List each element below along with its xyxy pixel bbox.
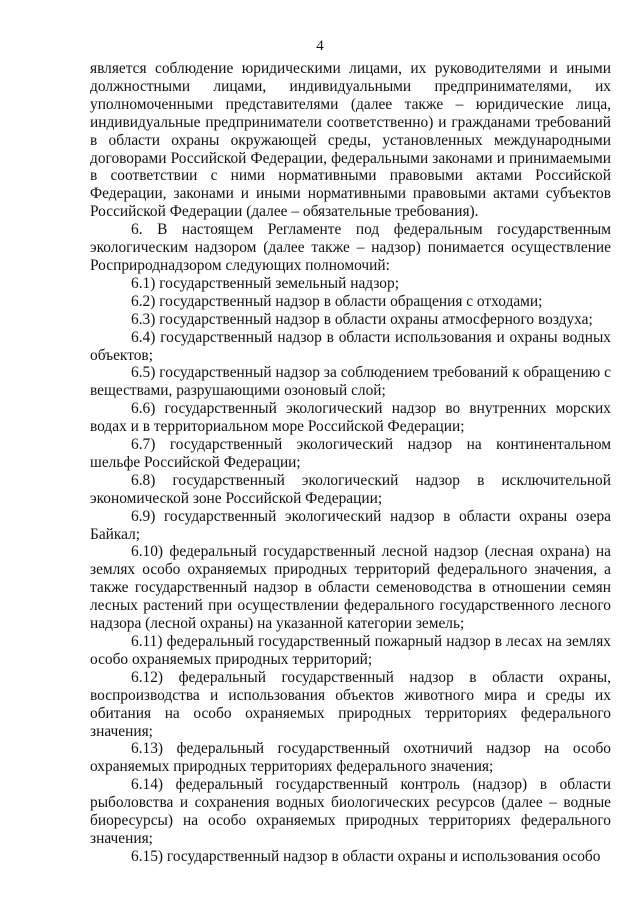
list-item-6-7: 6.7) государственный экологический надзор на континентальном шельфе Российской Федерации; [90,436,611,471]
list-item-6-12: 6.12) федеральный государственный надзор в области охраны, воспроизводства и использования объектов животного мира и среды их обитания на особо охраняемых природных территориях федерального значения; [90,668,611,740]
page-number: 4 [316,38,324,54]
list-item-6-15: 6.15) государственный надзор в области охраны и использования особо [131,847,601,865]
paragraph-intro: является соблюдение юридическими лицами, их руководителями и иными должностными лицами, индивидуальными предпринимателями, их уполномоченными представителями (далее также – юридические лица, индивидуальные предприниматели соответственно) и гражданами требований в области охраны окружающей среды, установленных международными договорами Российской Федерации, федеральными законами и принимаемыми в соответствии с ними нормативными правовыми актами Российской Федерации, законами и иными нормативными правовыми актами субъектов Российской Федерации (далее – обязательные требования). [90,60,611,221]
list-item-6-1: 6.1) государственный земельный надзор; [131,274,399,292]
list-item-6-8: 6.8) государственный экологический надзор в исключительной экономической зоне Российской Федерации; [90,471,611,507]
paragraph-6: 6. В настоящем Регламенте под федеральным государственным экологическим надзором (далее также – надзор) понимается осуществление Росприроднадзором следующих полномочий: [90,221,611,274]
list-item-6-3: 6.3) государственный надзор в области охраны атмосферного воздуха; [131,310,593,328]
list-item-6-9: 6.9) государственный экологический надзор в области охраны озера Байкал; [90,507,611,543]
list-item-6-5: 6.5) государственный надзор за соблюдением требований к обращению с веществами, разрушающими озоновый слой; [90,364,611,400]
document-body [90,60,611,866]
list-item-6-10: 6.10) федеральный государственный лесной надзор (лесная охрана) на землях особо охраняемых природных территорий федерального значения, а также государственный надзор в области семеноводства в отношении семян лесных растений при осуществлении федерального государственного лесного надзора (лесной охраны) на указанной категории земель; [90,543,611,633]
list-item-6-4: 6.4) государственный надзор в области использования и охраны водных объектов; [90,328,611,364]
list-item-6-13: 6.13) федеральный государственный охотничий надзор на особо охраняемых природных территориях федерального значения; [90,740,611,776]
list-item-6-6: 6.6) государственный экологический надзор во внутренних морских водах и в территориальном море Российской Федерации; [90,400,611,436]
list-item-6-11: 6.11) федеральный государственный пожарный надзор в лесах на землях особо охраняемых природных территорий; [90,633,611,668]
list-item-6-2: 6.2) государственный надзор в области обращения с отходами; [131,292,543,310]
list-item-6-14: 6.14) федеральный государственный контроль (надзор) в области рыболовства и сохранения водных биологических ресурсов (далее – водные биоресурсы) на особо охраняемых природных территориях федерального значения; [90,776,611,847]
